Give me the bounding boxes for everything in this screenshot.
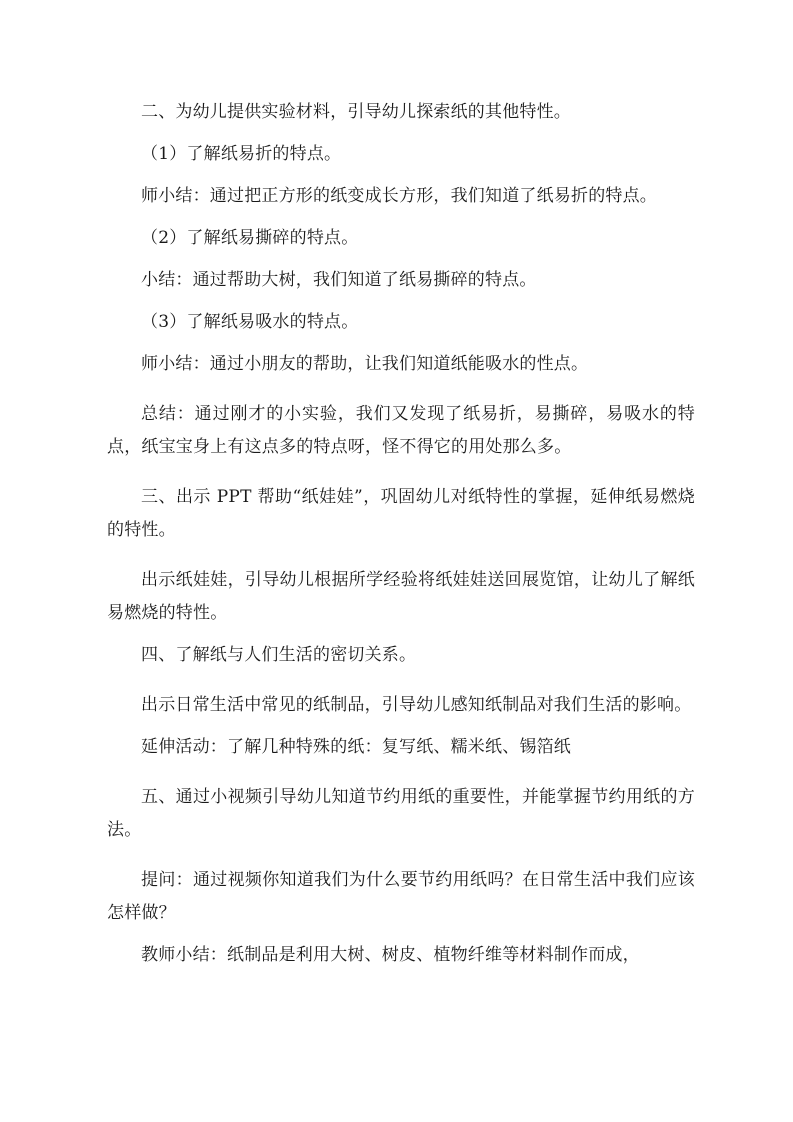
- section-heading-5: 五、通过小视频引导幼儿知道节约用纸的重要性，并能掌握节约用纸的方法。: [107, 787, 695, 840]
- section-heading-3: 三、出示 PPT 帮助“纸娃娃”，巩固幼儿对纸特性的掌握，延伸纸易燃烧的特性。: [107, 487, 695, 540]
- document-body: [107, 96, 695, 972]
- teacher-summary: 教师小结：纸制品是利用大树、树皮、植物纤维等材料制作而成，: [141, 945, 640, 965]
- overall-summary: 总结：通过刚才的小实验，我们又发现了纸易折，易撕碎，易吸水的特点，纸宝宝身上有这点多的特点呀，怪不得它的用处那么多。: [107, 404, 695, 457]
- section-heading-2: 二、为幼儿提供实验材料，引导幼儿探索纸的其他特性。: [141, 102, 571, 122]
- paper-doll-paragraph: 出示纸娃娃，引导幼儿根据所学经验将纸娃娃送回展览馆，让幼儿了解纸易燃烧的特性。: [107, 570, 695, 623]
- question-paragraph: 提问：通过视频你知道我们为什么要节约用纸吗？在日常生活中我们应该怎样做？: [107, 870, 695, 923]
- summary-2: 小结：通过帮助大树，我们知道了纸易撕碎的特点。: [141, 270, 537, 290]
- summary-3: 师小结：通过小朋友的帮助，让我们知道纸能吸水的性点。: [141, 354, 589, 374]
- subitem-3: （3）了解纸易吸水的特点。: [141, 312, 359, 332]
- daily-paper-products-paragraph: 出示日常生活中常见的纸制品，引导幼儿感知纸制品对我们生活的影响。: [141, 695, 692, 715]
- extension-activity: 延伸活动：了解几种特殊的纸：复写纸、糯米纸、锡箔纸: [141, 737, 571, 757]
- subitem-1: （1）了解纸易折的特点。: [141, 144, 342, 164]
- subitem-2: （2）了解纸易撕碎的特点。: [141, 228, 359, 248]
- summary-1: 师小结：通过把正方形的纸变成长方形，我们知道了纸易折的特点。: [141, 186, 657, 206]
- section-heading-4: 四、了解纸与人们生活的密切关系。: [141, 645, 417, 665]
